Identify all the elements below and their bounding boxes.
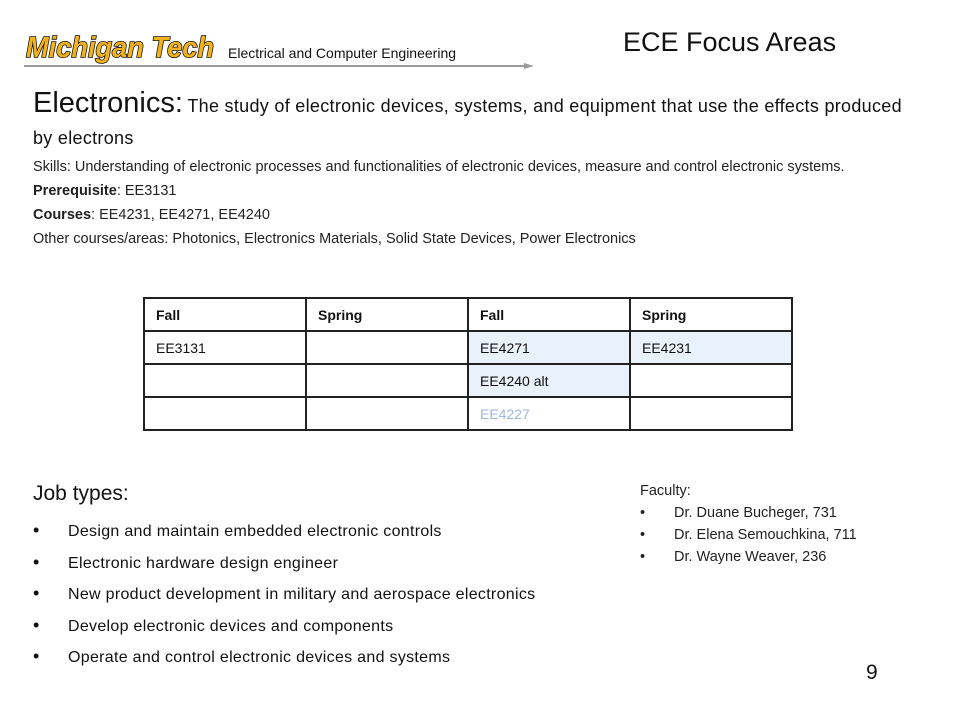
faculty-member: Dr. Elena Semouchkina, 711 xyxy=(674,527,857,543)
job-type-text: Electronic hardware design engineer xyxy=(68,554,339,572)
bullet-icon: • xyxy=(640,505,646,521)
list-item xyxy=(33,613,535,645)
table-row xyxy=(144,364,792,397)
faculty-title: Faculty: xyxy=(640,483,691,499)
table-cell xyxy=(306,331,468,364)
prerequisite-value: : EE3131 xyxy=(116,183,177,199)
bullet-icon: • xyxy=(33,520,40,540)
list-item xyxy=(33,518,535,550)
course-plan-table xyxy=(143,297,793,431)
other-courses-text: Other courses/areas: Photonics, Electronics Materials, Solid State Devices, Power Electronics xyxy=(33,231,636,247)
table-cell xyxy=(630,397,792,430)
table-cell: EE4227 xyxy=(468,397,630,430)
focus-heading xyxy=(33,88,923,155)
slide-title: ECE Focus Areas xyxy=(623,27,837,57)
focus-term: Electronics: xyxy=(33,87,183,119)
job-type-text: Design and maintain embedded electronic controls xyxy=(68,523,442,540)
courses-value: : EE4231, EE4271, EE4240 xyxy=(91,207,271,223)
department-name: Electrical and Computer Engineering xyxy=(228,45,457,61)
michigan-tech-logo-graphic xyxy=(24,26,219,66)
table-cell xyxy=(144,364,306,397)
table-cell xyxy=(306,364,468,397)
bullet-icon: • xyxy=(640,549,646,565)
list-item xyxy=(640,546,857,568)
table-header-cell: Fall xyxy=(144,298,306,331)
bullet-icon: • xyxy=(640,527,646,543)
table-row xyxy=(144,397,792,430)
list-item xyxy=(640,524,857,546)
list-item xyxy=(640,502,857,524)
bullet-icon: • xyxy=(33,614,40,635)
bullet-icon: • xyxy=(33,646,40,666)
list-item xyxy=(33,581,535,613)
focus-definition: The study of electronic devices, systems, and equipment that use the effects produced by electrons xyxy=(33,96,902,148)
table-header-cell: Fall xyxy=(468,298,630,331)
courses-label: Courses xyxy=(33,207,92,223)
list-item xyxy=(33,644,535,676)
job-type-text: Operate and control electronic devices and systems xyxy=(68,649,451,666)
courses-line xyxy=(33,206,913,224)
focus-details xyxy=(33,158,913,254)
table-header-row xyxy=(144,298,792,331)
table-cell: EE4240 alt xyxy=(468,364,630,397)
faculty-member: Dr. Wayne Weaver, 236 xyxy=(674,549,827,565)
table-cell: EE4231 xyxy=(630,331,792,364)
job-type-text: New product development in military and aerospace electronics xyxy=(68,586,536,603)
table-cell xyxy=(306,397,468,430)
job-types-title: Job types: xyxy=(33,482,129,505)
prerequisite-label: Prerequisite xyxy=(33,183,117,199)
page-number: 9 xyxy=(866,661,878,684)
prerequisite-line xyxy=(33,182,913,200)
table-cell: EE3131 xyxy=(144,331,306,364)
bullet-icon: • xyxy=(33,551,40,572)
table-cell: EE4271 xyxy=(468,331,630,364)
table-cell xyxy=(630,364,792,397)
table-row xyxy=(144,331,792,364)
table-header-cell: Spring xyxy=(306,298,468,331)
faculty-list xyxy=(640,502,857,568)
job-types-list xyxy=(33,518,535,676)
faculty-block xyxy=(640,480,857,568)
faculty-member: Dr. Duane Bucheger, 731 xyxy=(674,505,837,521)
table-cell xyxy=(144,397,306,430)
bullet-icon: • xyxy=(33,583,40,603)
header-rule xyxy=(24,63,534,69)
michigan-tech-logo xyxy=(24,26,219,66)
svg-text:Michigan Tech: Michigan Tech xyxy=(26,32,214,64)
table-header-cell: Spring xyxy=(630,298,792,331)
list-item xyxy=(33,550,535,582)
job-type-text: Develop electronic devices and components xyxy=(68,617,394,635)
skills-text: Skills: Understanding of electronic processes and functionalities of electronic devices, measure and control electronic systems. xyxy=(33,159,845,175)
